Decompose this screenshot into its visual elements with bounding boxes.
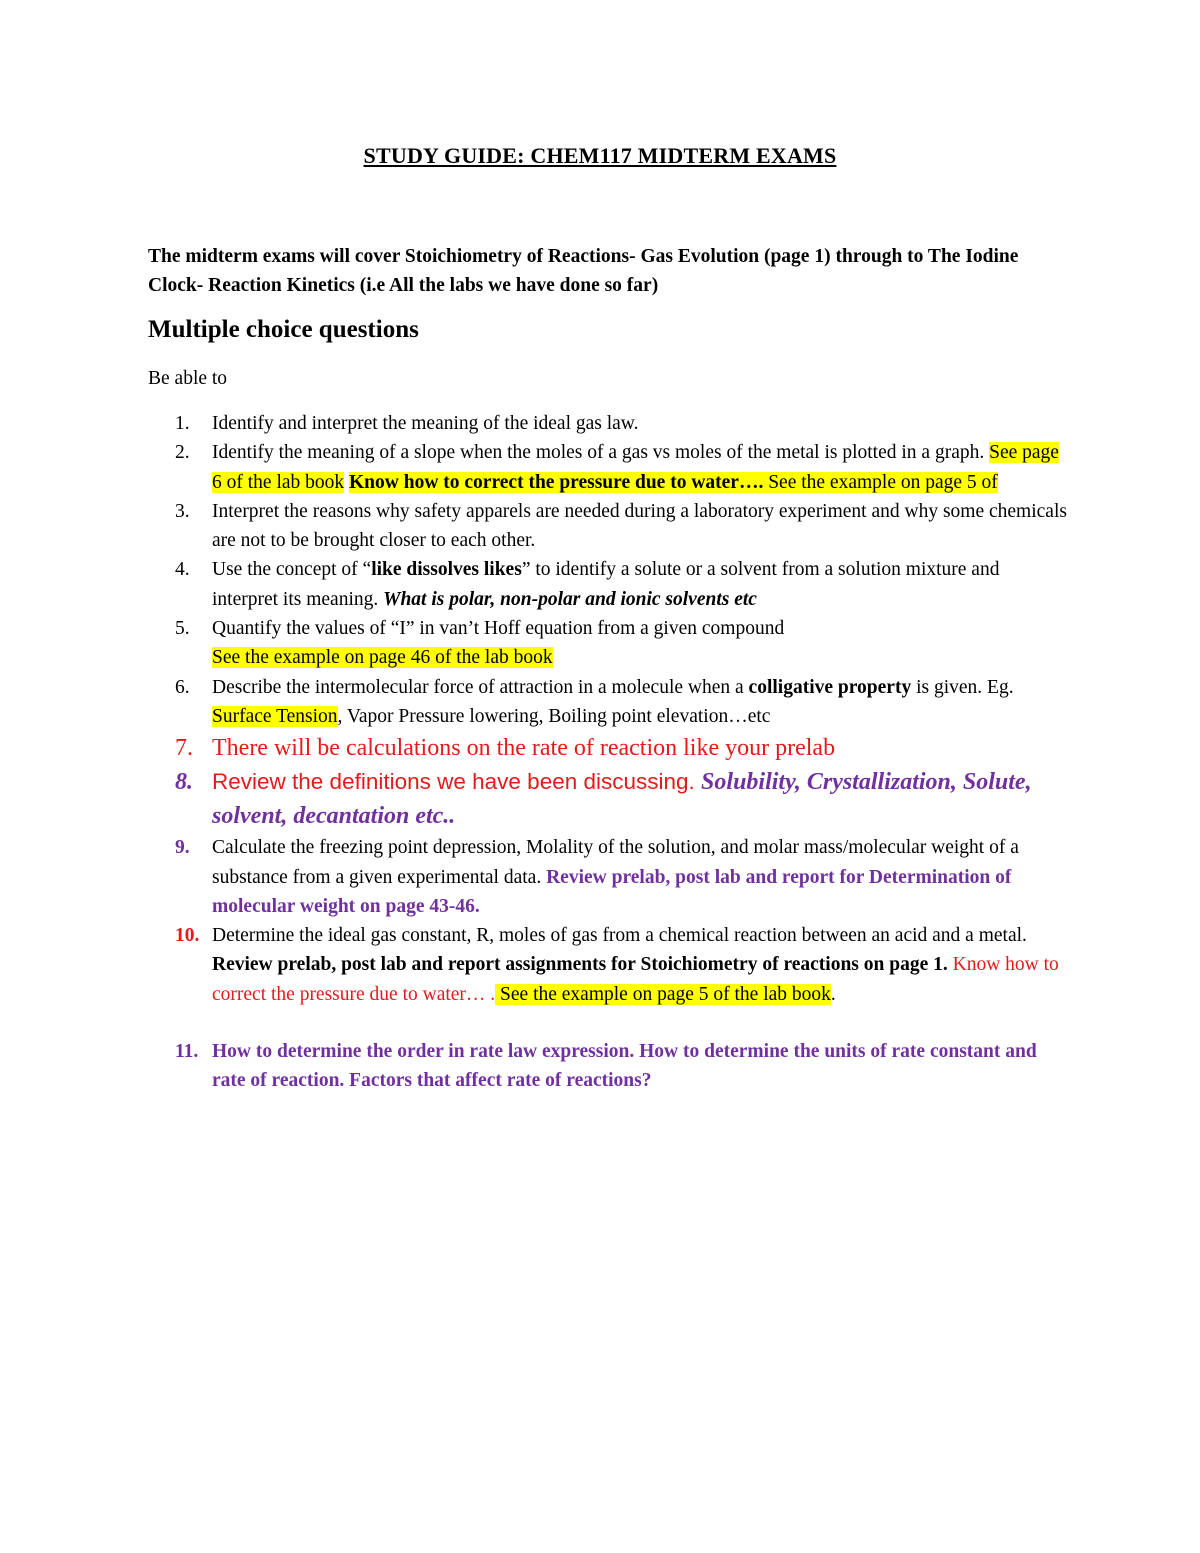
item-text: Identify the meaning of a slope when the moles of a gas vs moles of the metal is plotted in a graph. (212, 442, 990, 464)
list-item-9 (148, 833, 1068, 921)
list-item-4 (148, 555, 1068, 614)
highlight-text: See the example on page 46 of the lab book (212, 647, 553, 669)
item-text: How to determine the order in rate law expression. How to determine the units of rate constant and rate of reaction. Factors that affect rate of reactions? (212, 1041, 1037, 1092)
highlight-text: Surface Tension (212, 705, 338, 727)
lead-text: Be able to (148, 368, 228, 389)
list-item-3 (148, 497, 1068, 556)
item-number: 3. (175, 500, 190, 522)
red-text: Know how to correct the pressure due to water… . (212, 954, 1059, 1005)
item-text: There will be calculations on the rate of reaction like your prelab (212, 735, 836, 762)
list-item-5 (148, 614, 1068, 673)
item-text: Describe the intermolecular force of attraction in a molecule when a (212, 676, 749, 698)
item-text: Determine the ideal gas constant, R, moles of gas from a chemical reaction between an acid and a metal. (212, 925, 1027, 947)
list-item-6 (148, 673, 1068, 732)
intro-paragraph: The midterm exams will cover Stoichiometry of Reactions- Gas Evolution (page 1) through to The Iodine Clock- Reaction Kinetics (i.e All the labs we have done so far) (148, 246, 1019, 296)
item-text: , Vapor Pressure lowering, Boiling point elevation…etc (337, 705, 771, 727)
list-item-10 (148, 921, 1068, 1009)
item-number: 9. (175, 837, 190, 859)
document-title: STUDY GUIDE: CHEM117 MIDTERM EXAMS (363, 143, 837, 168)
list-item-8 (148, 765, 1068, 833)
list-item-7 (148, 731, 1068, 765)
item-text: Calculate the freezing point depression, Molality of the solution, and molar mass/molecular weight of a substance from a given experimental data. (212, 837, 1019, 888)
study-list (148, 409, 1068, 1096)
bold-text: like dissolves likes (371, 559, 522, 581)
item-number: 2. (175, 442, 190, 464)
section-heading: Multiple choice questions (148, 316, 419, 343)
item-number: 1. (175, 413, 190, 434)
item-text: Identify and interpret the meaning of the ideal gas law. (212, 413, 639, 434)
item-text: is given. Eg. (911, 676, 1014, 698)
highlight-text: See page 6 of the lab book (212, 442, 1059, 493)
spacer (148, 1009, 1068, 1037)
bold-italic-text: Solubility, Crystallization, Solute, solvent, decantation etc.. (212, 769, 1032, 830)
bold-italic-text: What is polar, non-polar and ionic solvents etc (383, 588, 757, 610)
item-number: 8. (175, 769, 193, 796)
bold-text: colligative property (748, 676, 912, 698)
item-text: Quantify the values of “I” in van’t Hoff equation from a given compound (212, 618, 785, 640)
item-text: . (830, 983, 836, 1005)
item-text: ” to identify a solute or a solvent from a solution mixture and interpret its meaning. (212, 559, 1000, 610)
item-number: 5. (175, 618, 190, 640)
item-text: Interpret the reasons why safety apparels are needed during a laboratory experiment and why some chemicals are not to be brought closer to each other. (212, 500, 1067, 552)
bold-text: Review prelab, post lab and report for Determination of molecular weight on page 43-46. (212, 866, 1012, 917)
item-number: 10. (175, 925, 200, 947)
item-number: 7. (175, 735, 193, 762)
item-number: 11. (175, 1041, 199, 1063)
item-number: 6. (175, 676, 190, 698)
highlight-text: See the example on page 5 of (763, 471, 998, 493)
item-text: Use the concept of “ (212, 559, 372, 581)
bold-text: Review prelab, post lab and report assignments for Stoichiometry of reactions on page 1. (212, 954, 948, 976)
list-item-1 (148, 409, 1068, 438)
highlight-text: See the example on page 5 of the lab book (495, 983, 831, 1005)
item-number: 4. (175, 559, 190, 581)
list-item-11 (148, 1037, 1068, 1096)
highlight-bold-text: Know how to correct the pressure due to water…. (349, 471, 764, 493)
list-item-2 (148, 438, 1068, 497)
item-text: Review the definitions we have been discussing. (212, 769, 702, 795)
